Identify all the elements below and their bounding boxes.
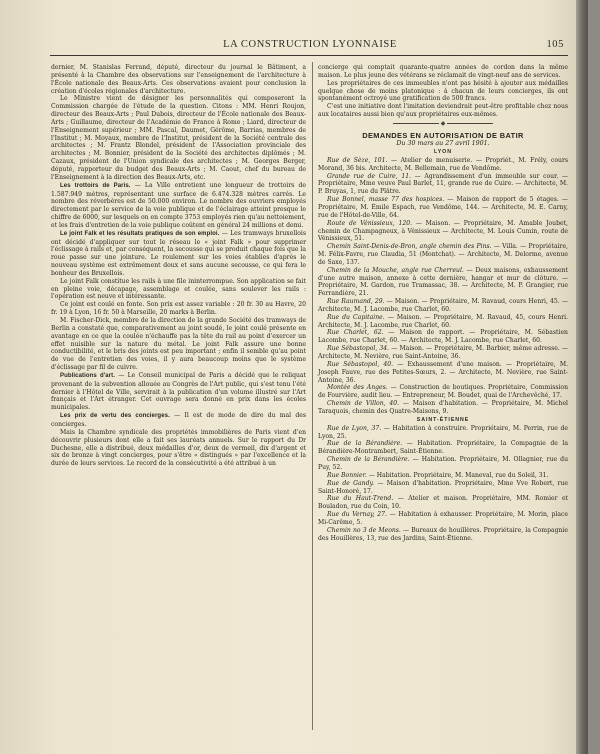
street-address: Rue Bonnel, masse 77 des hospices.: [327, 196, 445, 204]
running-header: [50, 39, 570, 53]
permit-details: — Exhaussement d'une maison. — Propriétaire, M. Joseph Fauve, rue des Petites-Sœurs, 2. — Architecte, M. Nevière, rue Saint-Antoine, 36.: [318, 360, 569, 384]
paragraph: Le Ministre vient de désigner les personnalités qui composeront la Commission chargée de l'étude de la question. Citons : MM. Henri Roujon, directeur des Beaux-Arts ; Paul Dubois, directeur de l'École nationale des Beaux-Arts ; Guillaume, directeur de l'Académie de France à Rome ; Liard, directeur de l'Enseignement supérieur ; MM. Pascal, Daumet, Gérôme, Barrias, membres de l'Institut ; M. Moyaux, membre de l'Institut, président de la Société centrale des architectes ; M. Frantz Blondel, président de l'Association provinciale des architectes ; M. Bonnier, président de la Société des architectes diplômés ; M. Cazaux, président de l'Union syndicale des architectes ; M. Georges Berger, député, rapporteur du budget des Beaux-Arts ; M. Caout, chef du bureau de l'Enseignement à la direction des Beaux-Arts, etc.: [51, 95, 306, 181]
city-heading-lyon: LYON: [434, 148, 452, 155]
street-address: Rue du Haut-Trend.: [327, 495, 394, 503]
permit-details: — Habitation. Propriétaire, M. Ollagnier, rue du Puy, 52.: [318, 456, 568, 471]
street-address: Montée des Anges.: [327, 384, 388, 392]
paragraph-text: — Le Conseil municipal de Paris a décidé que le reliquat provenant de la subvention allouée au Congrès de l'Art public, qui s'est tenu l'été dernier à l'Hôtel de Ville, servirait à la publication d'un volume illustré sur l'Art français et l'Art étranger. Cet ouvrage sera donné en prix dans les écoles municipales.: [51, 371, 307, 412]
paragraph-text: — La Ville entretient une longueur de trottoirs de 1.587.949 mètres, représentant une surface de 6.474.328 mètres carrés. Le nombre des réverbères est de 50.000 environ. Le nombre des ouvriers employés directement par le service de la voie publique et de l'éclairage atteint presque le chiffre de 6000, sur lesquels on en compte 3753 employés rien qu'au nettoiement, et les frais d'entretien de la voie publique coûtent en général 24 millions et demi.: [51, 181, 306, 229]
section-title: Publications d'art.: [60, 372, 115, 379]
paragraph-text: — Les tramways bruxellois ont décidé d'appliquer sur tout le réseau le « joint Falk » pour supprimer l'éclissage à rails et, par conséquent, la secousse qui se produit chaque fois que la roue passe sur une jointure. Le roulement sur les voies établies d'après le nouveau système est extrêmement doux et sans aucune secousse, ce qui fera le bonheur des Bruxellois.: [51, 229, 306, 277]
paragraph: [51, 230, 306, 278]
paragraph: dernier, M. Stanislas Ferrand, député, directeur du journal le Bâtiment, a présenté à la Chambre des observations sur l'enseignement de l'architecture à l'École nationale des Beaux-Arts. Ces observations avaient pour conclusion la création d'écoles régionales d'architecture.: [51, 64, 306, 95]
permit-entry: [318, 361, 568, 385]
paragraph: concierge qui comptait quarante-quatre années de cordon dans la même maison. Le plus jeune des vétérans se réclamait de vingt-neuf ans de services.: [318, 64, 568, 79]
permit-details: — Maison. — Propriétaire, M. Ravaud, 45, cours Henri. Architecte, M. J. Lacombe, rue Charlet, 60.: [318, 313, 568, 329]
paragraph: Le joint Falk constitue les rails à une file ininterrompue. Son application se fait en pleine voie, décapage, assemblage et coulée, sans soulever les rails : l'opération est neuve et intéressante.: [51, 277, 306, 301]
permit-details: — Maison. — Propriétaire, M. Barbier, même adresse. — Architecte, M. Nevière, rue Saint-Antoine, 36.: [318, 345, 568, 360]
permit-entry: [318, 157, 568, 173]
left-column: [51, 64, 306, 468]
permit-entry: [318, 472, 568, 480]
permit-entry: [318, 345, 568, 361]
section-title: Le joint Falk et les résultats pratiques de son emploi.: [60, 230, 220, 237]
permit-details: — Maison de rapport de 5 étages. — Propriétaire, M. Émile Espach, rue Vendôme, 144. — Architecte, M. E. Carny, rue de l'Hôtel-de-Ville, 64.: [318, 196, 568, 219]
ornament-divider: ◆: [318, 119, 568, 128]
paragraph: C'est une initiative dont l'imitation deviendrait peut-être profitable chez nous aux locataires aussi bien qu'aux propriétaires eux-mêmes.: [318, 103, 568, 119]
street-address: Rue de Gandy.: [327, 479, 375, 487]
permit-details: — Maison de rapport. — Propriétaire, M. Sébastien Lacombe, rue Charlet, 60. — Architecte, M. J. Lacombe, rue Charlet, 60.: [318, 329, 568, 345]
street-address: Chemin de la Mouche, angle rue Cherreul.: [327, 266, 464, 274]
street-address: Rue de la Bérandière.: [327, 440, 403, 448]
street-address: Rue Sébastopol, 40.: [327, 360, 394, 368]
permit-details: — Villa. — Propriétaire, M. Félix-Favre, rue Claudia, 51 (Montchat). — Architecte, M. Delorme, avenue de Saxe, 137.: [318, 243, 568, 266]
permit-entry: [318, 220, 568, 244]
paragraph: [51, 182, 306, 230]
section-title: Les trottoirs de Paris.: [60, 182, 131, 189]
header-rule: [50, 55, 568, 56]
paragraph: [51, 372, 306, 412]
paragraph: Ce joint est coulé en fonte. Son prix est assez variable : 20 fr. 30 au Havre, 20 fr. 19 à Lyon, 16 fr. 50 à Marseille, 20 marks à Berlin.: [51, 301, 306, 317]
street-address: Rue du Capitaine.: [327, 313, 385, 321]
permit-details: — Atelier de menuiserie. — Propriét., M. Frély, cours Morand, 36 bis. Architecte, M. Bellemain, rue de Vendôme.: [318, 156, 568, 172]
permit-entry: [318, 329, 568, 345]
street-address: Chemin no 3 de Meons.: [327, 526, 401, 534]
permit-details: — Deux maisons, exhaussement d'une autre maison, annexe à cette dernière, hangar et mur de clôture. — Propriétaire, M. Gardon, rue Tramassac, 38. — Architecte, M. P. Grangier, rue Ferrandière, 21.: [318, 266, 568, 298]
permit-entry: [318, 173, 568, 197]
street-address: Route de Vénissieux, 120.: [327, 219, 413, 227]
permit-details: — Maison d'habitation. — Propriétaire, M. Michel Taraquois, chemin des Quatre-Maisons, 9.: [318, 400, 568, 415]
section-heading: DEMANDES EN AUTORISATION DE BATIR: [362, 130, 524, 140]
permit-entry: [318, 267, 568, 298]
permit-details: — Bureaux de houillères. Propriétaire, la Compagnie des Houillères, 13, rue des Jardins, Saint-Étienne.: [318, 526, 568, 542]
permit-details: — Maison. — Propriétaire, M. Amable Joubet, chemin de Champagneux, à Vénissieux — Architecte, M. Louis Cumin, route de Vénissieux, 51.: [318, 219, 568, 243]
journal-title: LA CONSTRUCTION LYONNAISE: [223, 39, 397, 50]
permit-entry: [318, 384, 568, 400]
permit-details: — Habitation à exhausser. Propriétaire, M. Morin, place Mi-Carême, 5.: [318, 511, 568, 526]
street-address: Rue Sébastopol, 34.: [327, 345, 390, 353]
paragraph: M. Fischer-Dick, membre de la direction de la grande Société des tramways de Berlin a constaté que, comparativement au joint soudé, le joint coulé présente en avantage en ce que la coulée n'échauffe pas la tête du rail au point d'exercer un effet nuisible sur la nature du métal. Le joint Falk assure une bonne conductibilité, et le bris des joints est peu important ; enfin il semble qu'au point de vue de l'entretien des voies, il y aura beaucoup moins que le système d'éclissage par fil de cuivre.: [51, 317, 306, 372]
city-heading-saint-etienne: SAINT-ÉTIENNE: [416, 416, 470, 423]
permit-entry: [318, 314, 568, 330]
street-address: Rue Charlet, 62.: [327, 329, 384, 337]
permit-details: — Maison d'habitation. Propriétaire, Mme Vve Robert, rue Saint-Honoré, 17.: [318, 479, 568, 495]
paragraph: Mais la Chambre syndicale des propriétés immobilières de Paris vient d'en découvrir plusieurs dont elle a fait ses lauréats annuels. Sur le rapport du Dr Duchesne, elle a distribué, deux médailles d'or, deux de vermeil, dix d'argent et six de bronze à vingt concierges, pour s'être « distingués » par l'excellence et la durée de leurs services. Le record de la consécutivité a été attribué à un: [51, 428, 306, 468]
street-address: Chemin de Villon, 40.: [327, 400, 400, 408]
street-address: Rue Bonnier.: [327, 471, 367, 479]
street-address: Grande rue de Cuire, 11.: [327, 172, 412, 180]
permit-details: — Construction de boutiques. Propriétaire, Commission de Fourvière, audit lieu. — Entrepreneur, M. Boudet, quai de l'Archevêché, 17.: [318, 384, 569, 400]
street-address: Chemin de la Bérandière.: [327, 456, 410, 464]
column-rule: [312, 62, 313, 730]
permit-entry: [318, 298, 568, 314]
permit-entry: [318, 456, 568, 472]
paragraph-text: — Il est de mode de dire du mal des concierges.: [51, 412, 306, 428]
permit-entry: [318, 480, 568, 496]
permit-list-lyon: [318, 157, 568, 416]
street-address: Rue de Sèze, 101.: [327, 156, 388, 164]
section-title: Les prix de vertu des concierges.: [60, 413, 170, 420]
right-column: [318, 64, 568, 542]
permit-details: — Agrandissement d'un immeuble sur cour. — Propriétaire, Mme veuve Paul Barlet, 11, grande rue de Cuire. — Architecte, M. P. Bruyas, 1, rue du Plâtre.: [318, 172, 568, 196]
permit-list-saint-etienne: [318, 425, 568, 543]
permit-details: — Habitation à construire. Propriétaire, M. Perrin, rue de Lyon, 25.: [318, 424, 568, 440]
permit-entry: [318, 400, 568, 416]
paragraph: [51, 412, 306, 429]
permit-details: — Maison. — Propriétaire, M. Ravaud, cours Henri, 45. — Architecte, M. J. Lacombe, rue Charlet, 60.: [318, 298, 568, 313]
permit-entry: [318, 511, 568, 527]
permit-entry: [318, 495, 568, 511]
permit-details: — Atelier et maison. Propriétaire, MM. Romier et Bouladon, rue du Coin, 10.: [318, 495, 568, 511]
permit-entry: [318, 243, 568, 267]
permit-details: — Habitation. Propriétaire, la Compagnie de la Bérandière-Montrambert, Saint-Étienne.: [318, 440, 568, 456]
permit-entry: [318, 196, 568, 220]
street-address: Rue de Lyon, 37.: [327, 424, 382, 432]
street-address: Rue Raumand, 29.: [327, 298, 385, 306]
permit-entry: [318, 440, 568, 456]
permit-details: — Habitation. Propriétaire, M. Maneval, rue du Soleil, 31.: [366, 471, 549, 479]
street-address: Rue du Vernay, 27.: [327, 511, 387, 519]
page-number: 105: [546, 39, 564, 50]
permit-entry: [318, 527, 568, 543]
street-address: Chemin Saint-Denis-de-Bron, angle chemin des Pins.: [327, 243, 492, 251]
book-binding: [576, 0, 588, 754]
permit-entry: [318, 425, 568, 441]
date-range: Du 30 mars au 27 avril 1901.: [396, 139, 490, 147]
paragraph: Les propriétaires de ces immeubles n'ont pas hésité à ajouter aux médailles quelque chose de moins platonique : à chacun de leurs concierges, ils ont spontanément octroyé une gratification de 500 francs.: [318, 79, 568, 103]
